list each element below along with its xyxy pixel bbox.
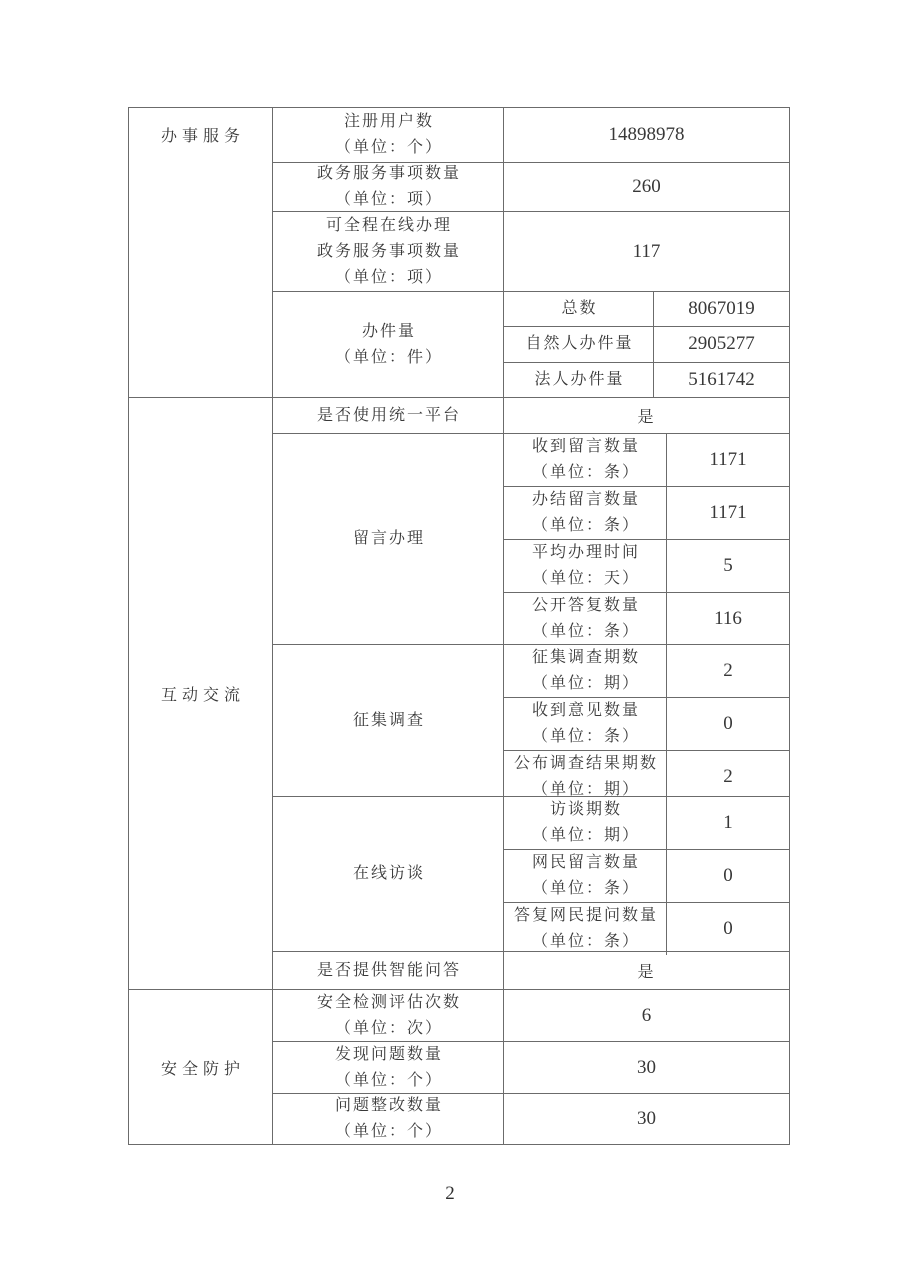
table-row bbox=[273, 990, 789, 1041]
table-row bbox=[273, 1041, 789, 1093]
table-row bbox=[504, 292, 789, 326]
metric-value: 0 bbox=[723, 865, 733, 886]
section-service bbox=[129, 108, 789, 397]
group-label: 留言办理 bbox=[273, 434, 504, 644]
table-row bbox=[273, 108, 789, 162]
table-row bbox=[273, 162, 789, 211]
metric-value: 14898978 bbox=[608, 124, 685, 145]
metric-value: 1171 bbox=[709, 502, 747, 523]
metric-value: 1 bbox=[723, 812, 733, 833]
metric-label: 办件量 （单位：件） bbox=[273, 292, 504, 397]
metric-label: 办结留言数量 （单位：条） bbox=[504, 487, 667, 539]
metric-label: 可全程在线办理 政务服务事项数量 （单位：项） bbox=[273, 212, 504, 291]
table-row bbox=[504, 362, 789, 397]
category-cell-service: 办事服务 bbox=[129, 108, 273, 397]
metric-label: 公开答复数量 （单位：条） bbox=[504, 593, 667, 645]
section-interaction bbox=[129, 397, 789, 989]
metric-value: 0 bbox=[723, 918, 733, 939]
table-row bbox=[504, 645, 789, 697]
metric-label: 是否提供智能问答 bbox=[273, 952, 504, 989]
metric-label: 收到意见数量 （单位：条） bbox=[504, 698, 667, 750]
metric-label: 网民留言数量 （单位：条） bbox=[504, 850, 667, 902]
metric-label: 政务服务事项数量 （单位：项） bbox=[273, 163, 504, 211]
metric-value: 是 bbox=[637, 409, 656, 426]
table-row bbox=[504, 434, 789, 486]
metric-value: 6 bbox=[641, 1004, 652, 1026]
metric-value: 1171 bbox=[709, 449, 747, 470]
metric-value: 2 bbox=[723, 660, 733, 681]
table-row bbox=[273, 1093, 789, 1144]
category-cell-interaction: 互动交流 bbox=[129, 398, 273, 989]
metric-label: 注册用户数 （单位：个） bbox=[273, 108, 504, 162]
metric-value: 5 bbox=[723, 555, 733, 576]
metric-label: 收到留言数量 （单位：条） bbox=[504, 434, 667, 486]
group-label: 征集调查 bbox=[273, 645, 504, 796]
metric-value: 30 bbox=[637, 1056, 656, 1078]
table-row bbox=[504, 592, 789, 645]
metric-value: 30 bbox=[637, 1108, 656, 1129]
table-row bbox=[273, 291, 789, 397]
metric-label: 访谈期数 （单位：期） bbox=[504, 797, 667, 849]
metric-value: 116 bbox=[714, 608, 742, 629]
metric-value: 0 bbox=[723, 713, 733, 734]
metric-value: 8067019 bbox=[688, 298, 755, 320]
table-row bbox=[504, 486, 789, 539]
metric-label: 问题整改数量 （单位：个） bbox=[273, 1094, 504, 1144]
table-row bbox=[504, 849, 789, 902]
table-row bbox=[273, 644, 789, 796]
metric-label: 是否使用统一平台 bbox=[273, 398, 504, 433]
category-cell-security: 安全防护 bbox=[129, 990, 273, 1144]
metric-label: 平均办理时间 （单位：天） bbox=[504, 540, 667, 592]
metric-label: 答复网民提问数量 （单位：条） bbox=[504, 903, 667, 955]
metric-label: 公布调查结果期数 （单位：期） bbox=[504, 751, 667, 803]
metric-sublabel: 自然人办件量 bbox=[504, 327, 654, 361]
metric-value: 是 bbox=[637, 964, 656, 981]
table-row bbox=[273, 433, 789, 644]
group-label: 在线访谈 bbox=[273, 797, 504, 951]
table-row bbox=[504, 797, 789, 849]
metric-value: 5161742 bbox=[688, 368, 755, 390]
table-row bbox=[273, 398, 789, 433]
table-row bbox=[273, 951, 789, 989]
metric-value: 260 bbox=[632, 176, 661, 197]
metric-label: 征集调查期数 （单位：期） bbox=[504, 645, 667, 697]
page-number: 2 bbox=[445, 1183, 455, 1204]
table-row bbox=[273, 211, 789, 291]
table-row bbox=[504, 539, 789, 592]
table-row bbox=[504, 902, 789, 955]
report-table bbox=[128, 107, 790, 1145]
table-row bbox=[504, 697, 789, 750]
metric-label: 安全检测评估次数 （单位：次） bbox=[273, 990, 504, 1041]
table-row bbox=[273, 796, 789, 951]
metric-sublabel: 总数 bbox=[504, 292, 654, 326]
metric-sublabel: 法人办件量 bbox=[504, 363, 654, 397]
metric-value: 2905277 bbox=[688, 333, 755, 355]
metric-value: 2 bbox=[723, 766, 733, 787]
metric-label: 发现问题数量 （单位：个） bbox=[273, 1042, 504, 1093]
section-security bbox=[129, 989, 789, 1144]
metric-value: 117 bbox=[632, 240, 661, 262]
table-row bbox=[504, 326, 789, 361]
